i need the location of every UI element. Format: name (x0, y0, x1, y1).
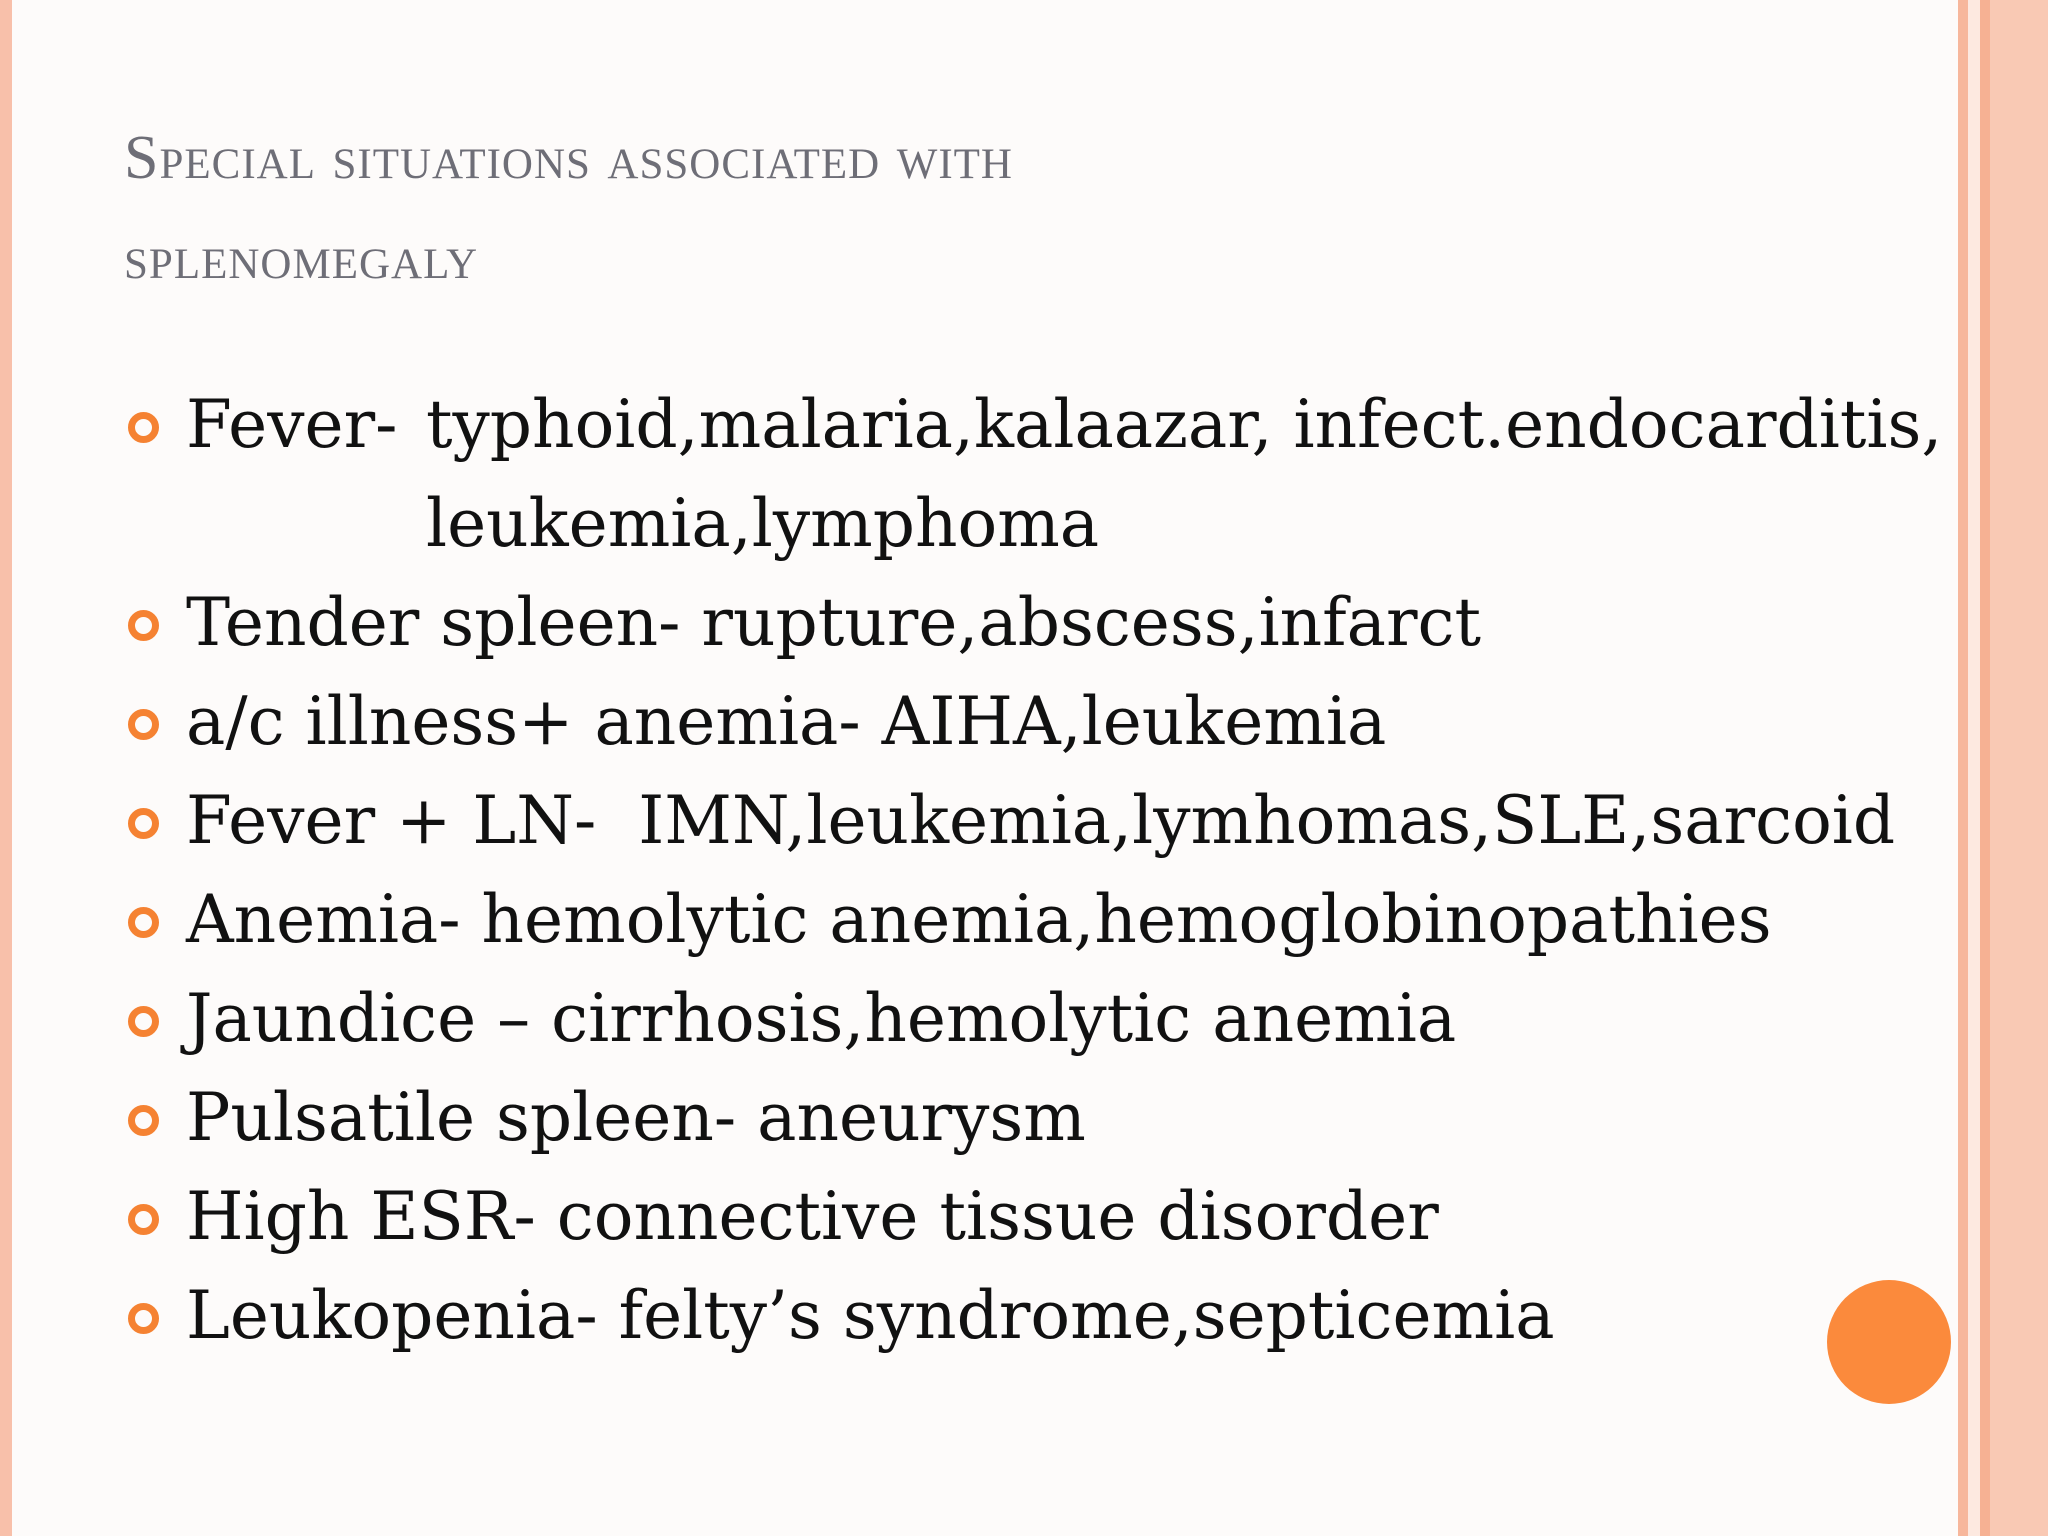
bullet-item (124, 1266, 1944, 1365)
hollow-circle-icon (128, 1105, 159, 1136)
hollow-circle-icon (128, 1204, 159, 1235)
left-border-stripe (0, 0, 12, 1536)
bullet-text: Tender spleen- rupture,abscess,infarct (186, 584, 1481, 661)
hollow-circle-icon (128, 808, 159, 839)
bullet-item (124, 771, 1944, 870)
bullet-text: a/c illness+ anemia- AIHA,leukemia (186, 683, 1387, 760)
title-line-1: Special situations associated with (124, 124, 1013, 192)
bullet-item (124, 375, 1944, 573)
bullet-lead: Fever- (186, 386, 398, 463)
bullet-text: Pulsatile spleen- aneurysm (186, 1079, 1086, 1156)
right-border-stripe (1958, 0, 1968, 1536)
bullet-item (124, 870, 1944, 969)
right-border-stripe (1980, 0, 1990, 1536)
hollow-circle-icon (128, 610, 159, 641)
slide-title (124, 108, 1904, 308)
hollow-circle-icon (128, 907, 159, 938)
bullet-text: typhoid,malaria,kalaazar, infect.endocarditis, (426, 386, 1943, 463)
bullet-item (124, 1167, 1944, 1266)
hollow-circle-icon (128, 1303, 159, 1334)
bullet-text-continuation: leukemia,lymphoma (426, 485, 1100, 562)
hollow-circle-icon (128, 412, 159, 443)
bullet-item (124, 969, 1944, 1068)
right-border-stripe (1990, 0, 2048, 1536)
bullet-item (124, 573, 1944, 672)
bullet-text: High ESR- connective tissue disorder (186, 1178, 1439, 1255)
bullet-item (124, 1068, 1944, 1167)
hollow-circle-icon (128, 1006, 159, 1037)
hollow-circle-icon (128, 709, 159, 740)
bullet-text: Leukopenia- felty’s syndrome,septicemia (186, 1277, 1555, 1354)
bullet-text: Anemia- hemolytic anemia,hemoglobinopathies (186, 881, 1772, 958)
right-border-stripe (1968, 0, 1980, 1536)
accent-circle-decoration (1827, 1280, 1951, 1404)
bullet-text: Jaundice – cirrhosis,hemolytic anemia (186, 980, 1457, 1057)
title-line-2: splenomegaly (124, 224, 479, 292)
bullet-text: Fever + LN- IMN,leukemia,lymhomas,SLE,sarcoid (186, 782, 1896, 859)
bullet-item (124, 672, 1944, 771)
bullet-list (124, 375, 1944, 1365)
